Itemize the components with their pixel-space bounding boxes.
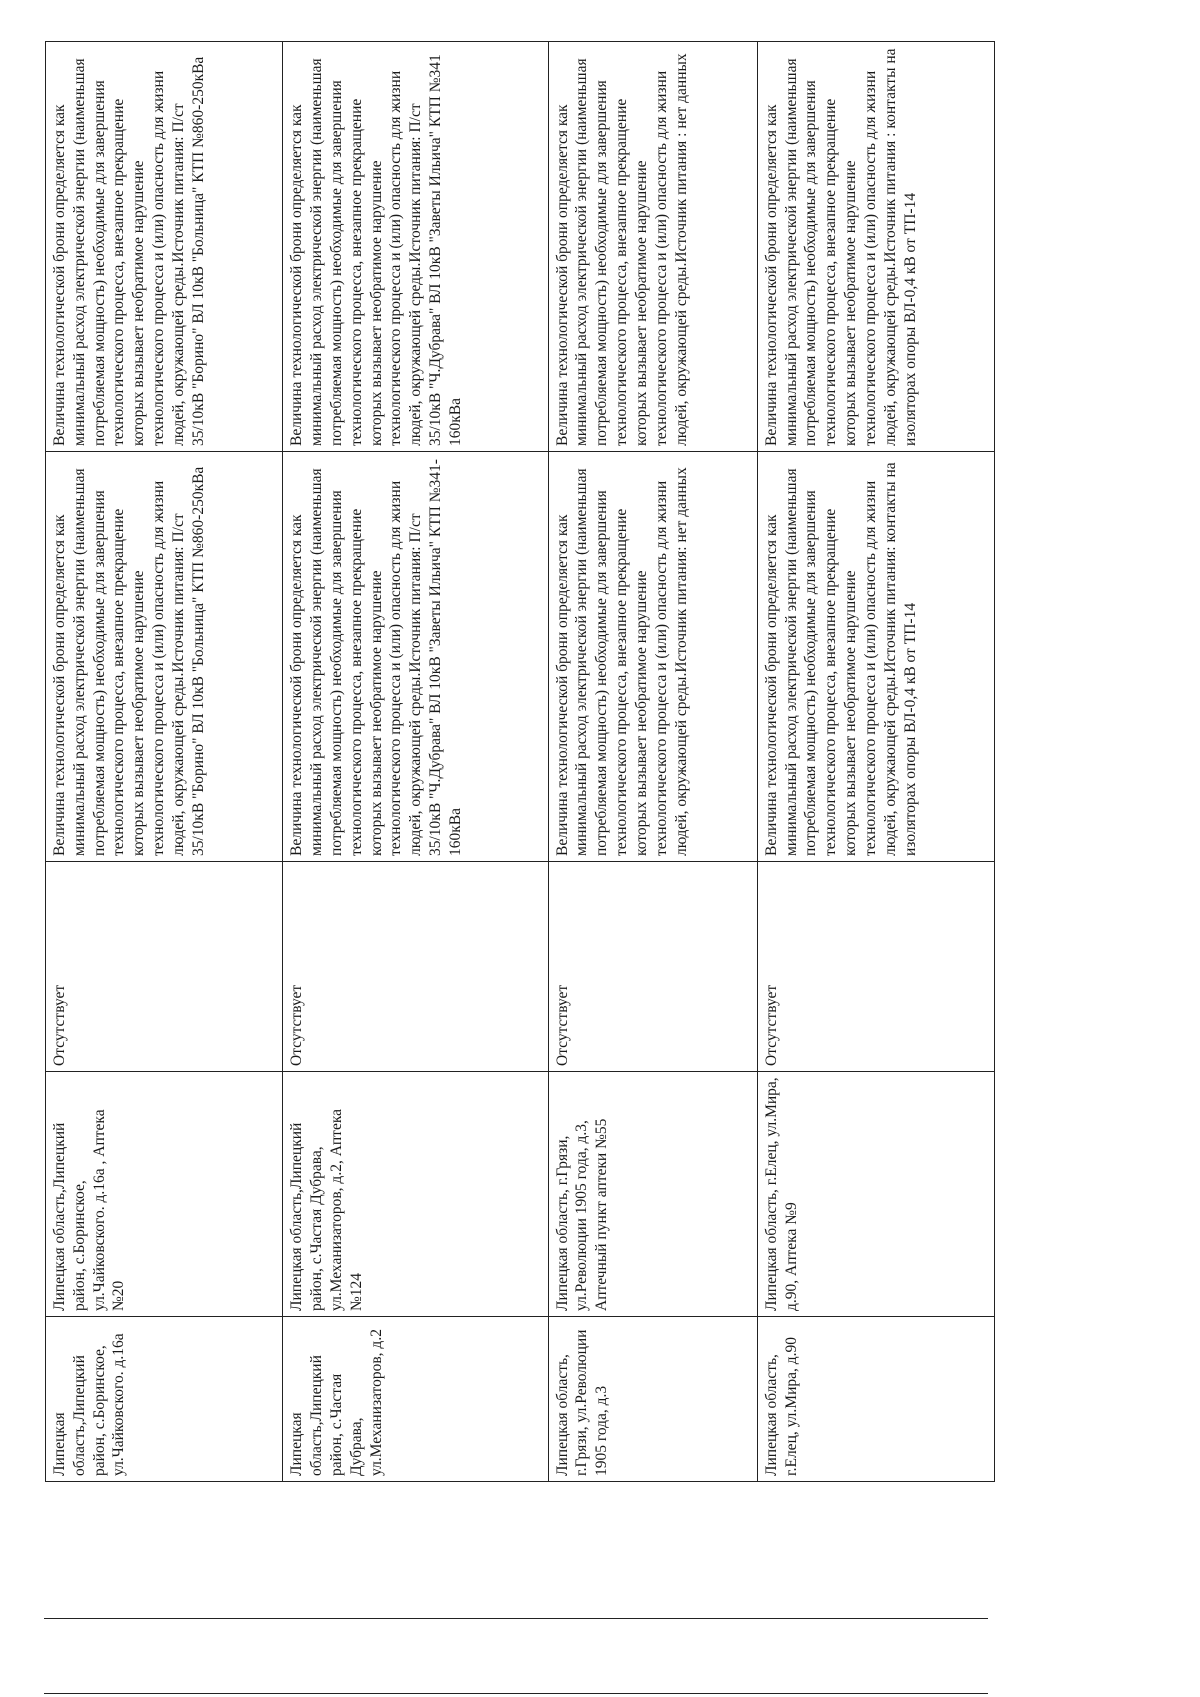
site-cell: Липецкая область, г.Елец, ул.Мира, д.90, Аптека №9 bbox=[757, 1072, 994, 1317]
tech-reserve-cell: Величина технологической брони определяется как минимальный расход электрической энергии (наименьшая потребляемая мощность) необходимые для завершения технологического процесса, внезапное прекращение которых вызывает необратимое нарушение технологического процесса и (или) опасность для жизни людей, окружающей среды.Источник питания: контакты на изоляторах опоры ВЛ-0,4 кВ от ТП-14 bbox=[757, 452, 994, 862]
site-cell: Липецкая область,Липецкий район, с.Боринское, ул.Чайковского. д.16а , Аптека №20 bbox=[46, 1072, 283, 1317]
table-row bbox=[46, 42, 283, 1482]
tech-reserve-cell: Величина технологической брони определяется как минимальный расход электрической энергии (наименьшая потребляемая мощность) необходимые для завершения технологического процесса, внезапное прекращение которых вызывает необратимое нарушение технологического процесса и (или) опасность для жизни людей, окружающей среды.Источник питания: нет данных bbox=[548, 452, 757, 862]
footer-rule-lower bbox=[44, 1693, 988, 1694]
status-cell: Отсутствует bbox=[283, 862, 548, 1072]
site-cell: Липецкая область,Липецкий район, с.Частая Дубрава, ул.Механизаторов, д.2, Аптека №124 bbox=[283, 1072, 548, 1317]
emergency-reserve-cell: Величина технологической брони определяется как минимальный расход электрической энергии (наименьшая потребляемая мощность) необходимые для завершения технологического процесса, внезапное прекращение которых вызывает необратимое нарушение технологического процесса и (или) опасность для жизни людей, окружающей среды.Источник питания : контакты на изоляторах опоры ВЛ-0,4 кВ от ТП-14 bbox=[757, 42, 994, 452]
address-cell: Липецкая область, г.Грязи, ул.Революции 1905 года, д.3 bbox=[548, 1317, 757, 1482]
status-cell: Отсутствует bbox=[46, 862, 283, 1072]
tech-reserve-cell: Величина технологической брони определяется как минимальный расход электрической энергии (наименьшая потребляемая мощность) необходимые для завершения технологического процесса, внезапное прекращение которых вызывает необратимое нарушение технологического процесса и (или) опасность для жизни людей, окружающей среды.Источник питания: П/ст 35/10кВ "Ч.Дубрава" ВЛ 10кВ "Заветы Ильича" КТП №341-160кВа bbox=[283, 452, 548, 862]
status-cell: Отсутствует bbox=[548, 862, 757, 1072]
reserve-table bbox=[45, 41, 995, 1482]
emergency-reserve-cell: Величина технологической брони определяется как минимальный расход электрической энергии (наименьшая потребляемая мощность) необходимые для завершения технологического процесса, внезапное прекращение которых вызывает необратимое нарушение технологического процесса и (или) опасность для жизни людей, окружающей среды.Источник питания : нет данных bbox=[548, 42, 757, 452]
address-cell: Липецкая область,Липецкий район, с.Боринское, ул.Чайковского. д.16а bbox=[46, 1317, 283, 1482]
emergency-reserve-cell: Величина технологической брони определяется как минимальный расход электрической энергии (наименьшая потребляемая мощность) необходимые для завершения технологического процесса, внезапное прекращение которых вызывает необратимое нарушение технологического процесса и (или) опасность для жизни людей, окружающей среды.Источник питания: П/ст 35/10кВ "Борино" ВЛ 10кВ "Больница" КТП №860-250кВа bbox=[46, 42, 283, 452]
status-cell: Отсутствует bbox=[757, 862, 994, 1072]
tech-reserve-cell: Величина технологической брони определяется как минимальный расход электрической энергии (наименьшая потребляемая мощность) необходимые для завершения технологического процесса, внезапное прекращение которых вызывает необратимое нарушение технологического процесса и (или) опасность для жизни людей, окружающей среды.Источник питания: П/ст 35/10кВ "Борино" ВЛ 10кВ "Больница" КТП №860-250кВа bbox=[46, 452, 283, 862]
address-cell: Липецкая область, г.Елец, ул.Мира, д.90 bbox=[757, 1317, 994, 1482]
table-row bbox=[283, 42, 548, 1482]
footer-rule-upper bbox=[44, 1618, 988, 1619]
rotated-document-page bbox=[45, 42, 995, 1482]
address-cell: Липецкая область,Липецкий район, с.Частая Дубрава, ул.Механизаторов, д.2 bbox=[283, 1317, 548, 1482]
table-row bbox=[548, 42, 757, 1482]
emergency-reserve-cell: Величина технологической брони определяется как минимальный расход электрической энергии (наименьшая потребляемая мощность) необходимые для завершения технологического процесса, внезапное прекращение которых вызывает необратимое нарушение технологического процесса и (или) опасность для жизни людей, окружающей среды.Источник питания: П/ст 35/10кВ "Ч.Дубрава" ВЛ 10кВ "Заветы Ильича" КТП №341 160кВа bbox=[283, 42, 548, 452]
table-row bbox=[757, 42, 994, 1482]
site-cell: Липецкая область, г.Грязи, ул.Революции 1905 года, д.3, Аптечный пункт аптеки №55 bbox=[548, 1072, 757, 1317]
